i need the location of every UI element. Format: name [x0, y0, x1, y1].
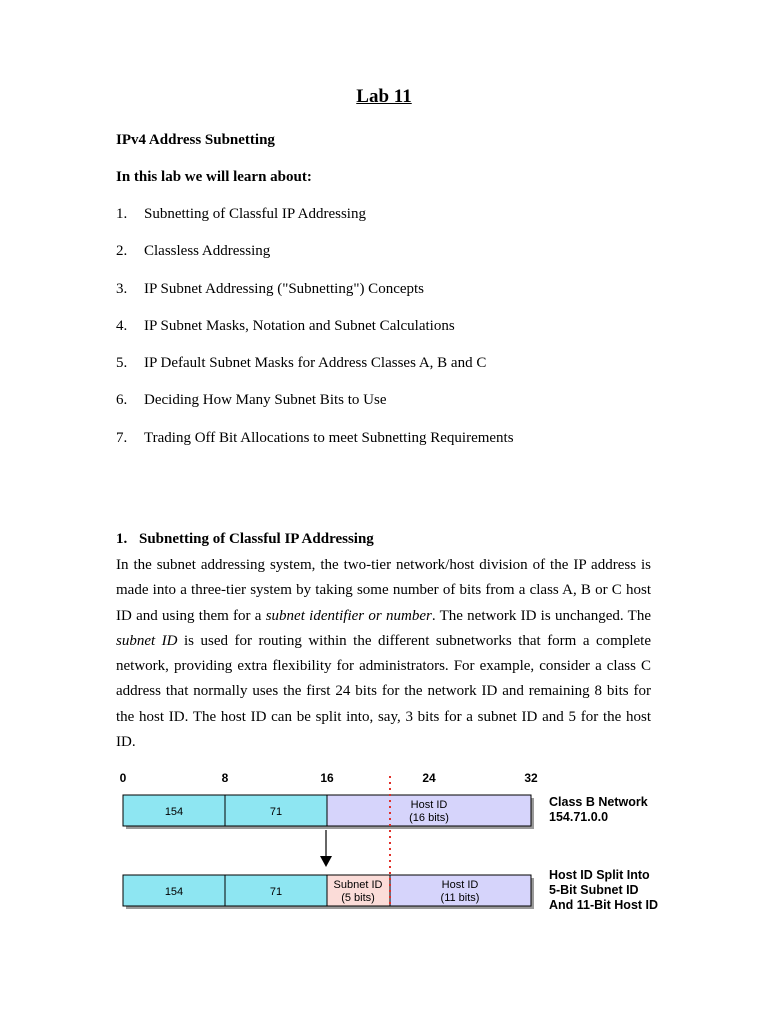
row1-octet2-label: 71 [269, 806, 283, 818]
row2-octet2-label: 71 [269, 886, 283, 898]
row1-caption-line2: 154.71.0.0 [549, 810, 609, 824]
row1-host-bits: (16 bits) [409, 812, 449, 824]
section-number: 1. [116, 531, 128, 547]
row2-caption-line2: 5-Bit Subnet ID [549, 883, 639, 897]
subnet-diagram [0, 760, 768, 920]
list-item-number: 6. [116, 392, 128, 409]
row2-octet1-label: 154 [164, 886, 184, 898]
bit-mark-16: 16 [320, 771, 334, 785]
list-item-text: Classless Addressing [144, 243, 271, 260]
section-title: Subnetting of Classful IP Addressing [139, 531, 374, 547]
bit-mark-24: 24 [422, 771, 436, 785]
list-item-number: 7. [116, 429, 128, 446]
row2-subnet-label: Subnet ID [333, 879, 383, 891]
paragraph-text: is used for routing within the different subnetworks that form a complete network, providing extra flexibility for administrators. For example, consider a class C address that normally uses the first 24 bits for the network ID and remaining 8 bits for the host ID. The host ID can be split into, say, 3 bits for a subnet ID and 5 for the host ID. [116, 632, 651, 751]
row2-host-bits: (11 bits) [440, 892, 480, 904]
list-item-text: IP Subnet Masks, Notation and Subnet Calculations [144, 317, 455, 334]
list-item-number: 4. [116, 317, 128, 334]
row1-caption-line1: Class B Network [549, 795, 648, 809]
list-item-number: 1. [116, 206, 128, 222]
section-heading [116, 531, 374, 548]
bit-mark-8: 8 [221, 771, 229, 785]
list-item-text: Subnetting of Classful IP Addressing [144, 206, 366, 222]
page-title: Lab 11 [356, 86, 412, 107]
list-item-text: Deciding How Many Subnet Bits to Use [144, 392, 387, 409]
bit-mark-32: 32 [524, 771, 538, 785]
list-item-text: IP Default Subnet Masks for Address Classes A, B and C [144, 355, 487, 372]
list-item-text: IP Subnet Addressing ("Subnetting") Concepts [144, 280, 425, 297]
paragraph-emphasis: subnet identifier or number [265, 607, 432, 624]
list-item-number: 5. [116, 355, 128, 372]
row2-subnet-bits: (5 bits) [341, 892, 375, 904]
bit-mark-0: 0 [119, 771, 127, 785]
row1-octet1-label: 154 [164, 806, 184, 818]
lab-subtitle: IPv4 Address Subnetting [116, 132, 275, 148]
row2-caption-line1: Host ID Split Into [549, 868, 650, 882]
paragraph-text: . The network ID is unchanged. The [431, 607, 651, 624]
list-item-number: 2. [116, 243, 128, 260]
paragraph-emphasis: subnet ID [116, 632, 178, 649]
paragraph-text: In the subnet addressing system, the two-tier network/host division of the IP address is made into a three-tier system by taking some number of bits from a class A, B or C host ID and using them for a [116, 557, 651, 624]
intro-text: In this lab we will learn about: [116, 169, 312, 185]
list-item-text: Trading Off Bit Allocations to meet Subnetting Requirements [144, 429, 514, 446]
row1-host-label: Host ID [410, 799, 448, 811]
list-item-number: 3. [116, 280, 128, 297]
row2-host-label: Host ID [441, 879, 479, 891]
arrow-head-icon [320, 856, 332, 867]
row2-caption-line3: And 11-Bit Host ID [549, 898, 659, 912]
section-paragraph [116, 553, 651, 755]
